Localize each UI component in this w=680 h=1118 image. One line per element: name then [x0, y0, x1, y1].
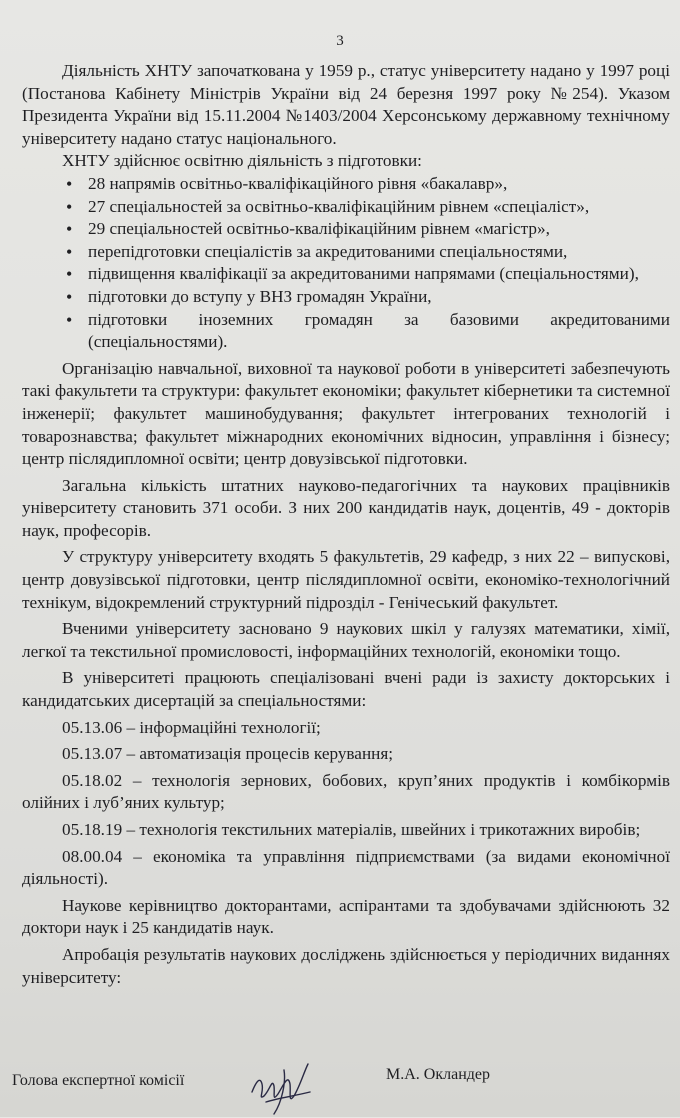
- paragraph-intro: Діяльність ХНТУ започаткована у 1959 р., статус університету надано у 1997 році (Постанова Кабінету Міністрів України від 24 березня 1997 року №254). Указом Президента України від 15.11.2004 №1403/2004 Херсонському державному технічному університету надано статус національного.: [22, 61, 670, 148]
- paragraph-structure: У структуру університету входять 5 факультетів, 29 кафедр, з них 22 – випускові, центр довузівської підготовки, центр післядипломної освіти, економіко-технологічний технікум, відокремлений структурний підрозділ - Генічеський факультет.: [22, 547, 670, 612]
- paragraph-schools: Вченими університету засновано 9 наукових шкіл у галузях математики, хімії, легкої та текстильної промисловості, інформаційних технологій, економіки тощо.: [22, 619, 670, 661]
- specialty-item: 05.13.07 – автоматизація процесів керування;: [62, 744, 394, 764]
- paragraph-faculties: Організацію навчальної, виховної та наукової роботи в університеті забезпечують такі факультети та структури: факультет економіки; факультет кібернетики та системної інженерії; факультет машинобудування; факультет інтегрованих технологій і товарознавства; факультет міжнародних економічних відносин, управління і бізнесу; центр післядипломної освіти; центр довузівської підготовки.: [22, 358, 670, 469]
- training-list: [62, 173, 670, 354]
- list-item: • підготовки іноземних громадян за базовими акредитованими (спеціальностями).: [62, 309, 670, 354]
- list-item: • перепідготовки спеціалістів за акредитованими спеціальностями,: [62, 241, 670, 264]
- list-item: • 28 напрямів освітньо-кваліфікаційного рівня «бакалавр»,: [62, 173, 670, 196]
- paragraph-supervision: Наукове керівництво докторантами, аспірантами та здобувачами здійснюють 32 доктори наук і 25 кандидатів наук.: [22, 895, 670, 938]
- chair-title: Голова експертної комісії: [12, 1072, 185, 1089]
- paragraph-training-intro: ХНТУ здійснює освітню діяльність з підготовки:: [62, 151, 422, 171]
- specialty-item: 08.00.04 – економіка та управління підприємствами (за видами економічної діяльності).: [22, 846, 670, 889]
- paragraph-staff: Загальна кількість штатних науково-педагогічних та наукових працівників університету становить 371 особи. З них 200 кандидатів наук, доцентів, 49 - докторів наук, професорів.: [22, 475, 670, 540]
- page-number: 3: [336, 33, 344, 49]
- signer-name: М.А. Окландер: [386, 1066, 490, 1083]
- list-item: • 27 спеціальностей за освітньо-кваліфікаційним рівнем «спеціаліст»,: [62, 196, 670, 219]
- handwritten-signature: [244, 1052, 324, 1118]
- list-item: • підвищення кваліфікації за акредитованими напрямами (спеціальностями),: [62, 263, 670, 286]
- paragraph-councils: В університеті працюють спеціалізовані вчені ради із захисту докторських і кандидатських дисертацій за спеціальностями:: [22, 668, 670, 711]
- document-body: [22, 60, 670, 989]
- list-item: • підготовки до вступу у ВНЗ громадян України,: [62, 286, 670, 309]
- list-item: • 29 спеціальностей освітньо-кваліфікаційним рівнем «магістр»,: [62, 218, 670, 241]
- specialty-item: 05.18.02 – технологія зернових, бобових, круп’яних продуктів і комбікормів олійних і луб’яних культур;: [22, 770, 670, 813]
- signature-block: [0, 1066, 680, 1116]
- paragraph-approbation: Апробація результатів наукових досліджень здійснюється у періодичних виданнях університету:: [22, 944, 670, 987]
- specialty-item: 05.13.06 – інформаційні технології;: [62, 717, 321, 737]
- specialty-item: 05.18.19 – технологія текстильних матеріалів, швейних і трикотажних виробів;: [62, 820, 641, 839]
